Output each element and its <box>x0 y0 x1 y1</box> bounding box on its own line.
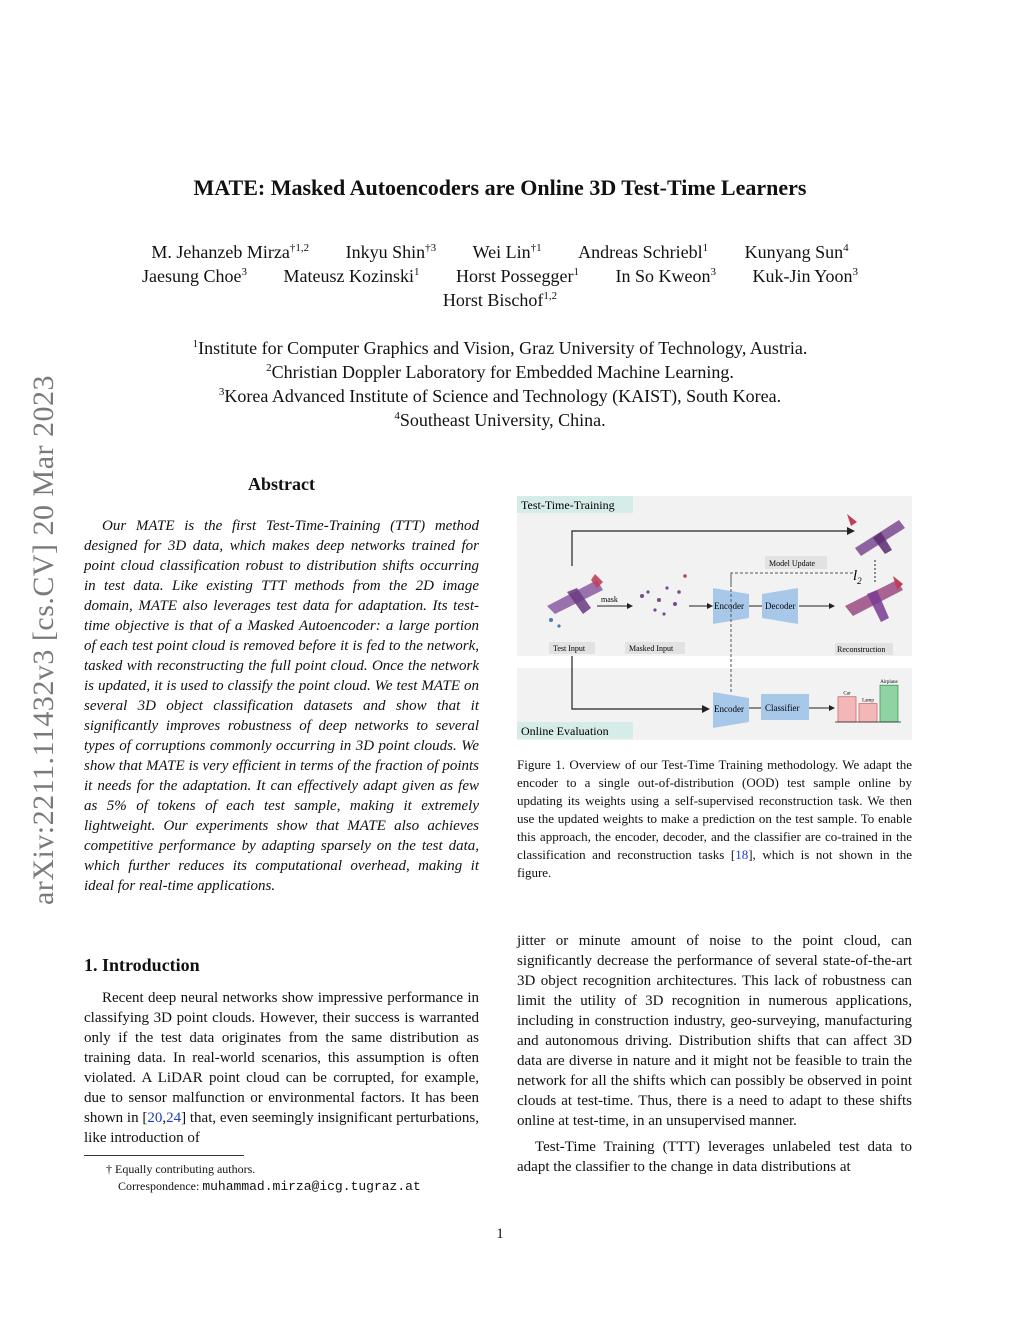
l2-loss-label: $l_2$ <box>853 568 862 586</box>
figure-caption: Figure 1. Overview of our Test-Time Training methodology. We adapt the encoder to a single out-of-distribution (OOD) test sample online by updating its weights using a self-supervised reconstruction task. We then use the updated weights to make a prediction on the test sample. To enable this approach, the encoder, decoder, and the classifier are co-trained in the classification and reconstruction tasks [18], which is not shown in the figure. <box>517 757 912 880</box>
paragraph: jitter or minute amount of noise to the point cloud, can significantly decrease the performance of several state-of-the-art 3D object recognition architectures. This lack of robustness can limit the utility of 3D recognition in numerous applications, including in construction industry, geo-surveying, manufacturing and autonomous driving. Distribution shifts that can affect 3D data are diverse in nature and it might not be feasible to train the network for all the shifts which can possibly be observed in point clouds at test-time. Thus, there is a need to adapt to these shifts online at test-time, in an unsupervised manner. <box>517 933 912 1129</box>
affiliations <box>60 336 940 432</box>
paragraph: Test-Time Training (TTT) leverages unlabeled test data to adapt the classifier to the change in data distributions at <box>517 1139 912 1175</box>
footnote: † Equally contributing authors. Correspondence: muhammad.mirza@icg.tugraz.at <box>106 1162 421 1194</box>
author-list <box>60 240 940 312</box>
bar-label: Car <box>843 691 851 697</box>
online-encoder-label: Encoder <box>714 704 744 714</box>
reconstruction-label: Reconstruction <box>837 645 886 654</box>
author: In So Kweon$^3$ <box>615 266 716 286</box>
author: Horst Bischof$^{1,2}$ <box>442 290 558 310</box>
affiliation: $^4$Southeast University, China. <box>394 410 606 430</box>
affiliation: $^2$Christian Doppler Laboratory for Embedded Machine Learning. <box>266 362 734 382</box>
decoder-label: Decoder <box>765 601 796 611</box>
author: M. Jehanzeb Mirza$^{\dagger 1,2}$ <box>151 242 310 262</box>
classifier-label: Classifier <box>765 703 800 713</box>
bar-lamp <box>859 704 877 722</box>
affiliation: $^1$Institute for Computer Graphics and Vision, Graz University of Technology, Austria. <box>192 338 808 358</box>
footnote-rule <box>84 1155 244 1156</box>
abstract-heading: Abstract <box>248 474 315 494</box>
test-input-label: Test Input <box>553 644 586 653</box>
bar-label: Lamp <box>862 698 874 704</box>
author: Kuk-Jin Yoon$^3$ <box>752 266 858 286</box>
author: Horst Possegger$^1$ <box>455 266 579 286</box>
bar-label: Airplane <box>880 680 898 686</box>
ttt-label: Test-Time-Training <box>521 498 615 512</box>
author: Wei Lin$^{\dagger 1}$ <box>472 242 542 262</box>
citation-link[interactable]: 18 <box>735 847 749 862</box>
affiliation: $^3$Korea Advanced Institute of Science and Technology (KAIST), South Korea. <box>218 386 782 406</box>
online-label: Online Evaluation <box>521 724 609 738</box>
intro-paragraph: Recent deep neural networks show impressive performance in classifying 3D point clouds. However, their success is warranted only if the test data originates from the same distribution as training data. In real-world scenarios, this assumption is often violated. A LiDAR point cloud can be corrupted, for example, due to sensor malfunction or environmental factors. It has been shown in [20,24] that, even seemingly insignificant perturbations, like introduction of <box>84 990 479 1146</box>
author: Inkyu Shin$^{\dagger 3}$ <box>345 242 437 262</box>
bar-airplane <box>880 685 898 722</box>
author: Mateusz Kozinski$^1$ <box>283 266 420 286</box>
bar-car <box>838 697 856 722</box>
author: Jaesung Choe$^3$ <box>142 266 247 286</box>
author: Andreas Schriebl$^1$ <box>578 242 709 262</box>
mask-label: mask <box>601 595 618 604</box>
abstract-text: Our MATE is the first Test-Time-Training (TTT) method designed for 3D data, which makes deep networks trained for point cloud classification robust to distribution shifts occurring in test data. Like existing TTT methods from the 2D image domain, MATE also leverages test data for adaptation. Its test-time objective is that of a Masked Autoencoder: a large portion of each test point cloud is removed before it is fed to the network, tasked with reconstructing the full point cloud. Once the network is updated, it is used to classify the point cloud. We test MATE on several 3D object classification datasets and show that it significantly improves robustness of deep networks to several types of corruptions commonly occurring in 3D point clouds. We show that MATE is very efficient in terms of the fraction of points it needs for the adaptation. It can effectively adapt given as few as 5% of tokens of each test sample, making it extremely lightweight. Our experiments show that MATE also achieves competitive performance by adapting sparsely on the test data, which further reduces its computational overhead, making it ideal for real-time applications. <box>84 518 479 894</box>
model-update-label: Model Update <box>769 559 815 568</box>
right-column-text <box>517 931 912 1177</box>
figure-1 <box>517 496 912 740</box>
masked-input-label: Masked Input <box>629 644 674 653</box>
correspondence-email[interactable]: muhammad.mirza@icg.tugraz.at <box>202 1179 421 1194</box>
arxiv-stamp-text: arXiv:2211.11432v3 [cs.CV] 20 Mar 2023 <box>27 374 60 906</box>
encoder-label: Encoder <box>714 601 744 611</box>
section-heading-introduction: 1. Introduction <box>84 955 200 975</box>
paper-title: MATE: Masked Autoencoders are Online 3D Test-Time Learners <box>193 175 807 200</box>
author: Kunyang Sun$^4$ <box>744 242 849 262</box>
page-number: 1 <box>496 1226 504 1242</box>
citation-link[interactable]: 20 <box>147 1110 163 1126</box>
citation-link[interactable]: 24 <box>166 1110 182 1126</box>
